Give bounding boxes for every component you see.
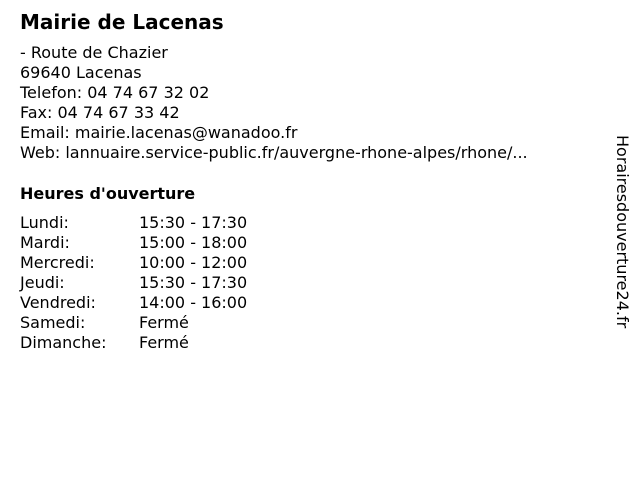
time-value: 15:00 - 18:00 <box>139 233 248 252</box>
hours-row <box>20 313 600 333</box>
hours-row <box>20 253 600 273</box>
hours-row <box>20 333 600 353</box>
time-value: 14:00 - 16:00 <box>139 293 248 312</box>
time-value: Fermé <box>139 313 189 332</box>
street-line: - Route de Chazier <box>20 43 168 62</box>
day-label: Jeudi: <box>20 273 65 292</box>
hours-row <box>20 273 600 293</box>
hours-row <box>20 233 600 253</box>
office-card <box>20 9 600 353</box>
hours-table <box>20 213 600 353</box>
fax-line: Fax: 04 74 67 33 42 <box>20 103 180 122</box>
hours-row <box>20 293 600 313</box>
day-label: Lundi: <box>20 213 69 232</box>
time-value: 15:30 - 17:30 <box>139 213 248 232</box>
office-title: Mairie de Lacenas <box>20 10 224 34</box>
email-line: Email: mairie.lacenas@wanadoo.fr <box>20 123 298 142</box>
phone-line: Telefon: 04 74 67 32 02 <box>20 83 210 102</box>
time-value: Fermé <box>139 333 189 352</box>
day-label: Mercredi: <box>20 253 95 272</box>
hours-heading: Heures d'ouverture <box>20 184 196 203</box>
city-line: 69640 Lacenas <box>20 63 142 82</box>
site-watermark: Horairesdouverture24.fr <box>613 135 632 329</box>
day-label: Samedi: <box>20 313 86 332</box>
time-value: 10:00 - 12:00 <box>139 253 248 272</box>
day-label: Mardi: <box>20 233 70 252</box>
day-label: Vendredi: <box>20 293 96 312</box>
time-value: 15:30 - 17:30 <box>139 273 248 292</box>
hours-row <box>20 213 600 233</box>
web-line: Web: lannuaire.service-public.fr/auvergne-rhone-alpes/rhone/... <box>20 143 528 162</box>
day-label: Dimanche: <box>20 333 107 352</box>
address-block <box>20 43 600 163</box>
